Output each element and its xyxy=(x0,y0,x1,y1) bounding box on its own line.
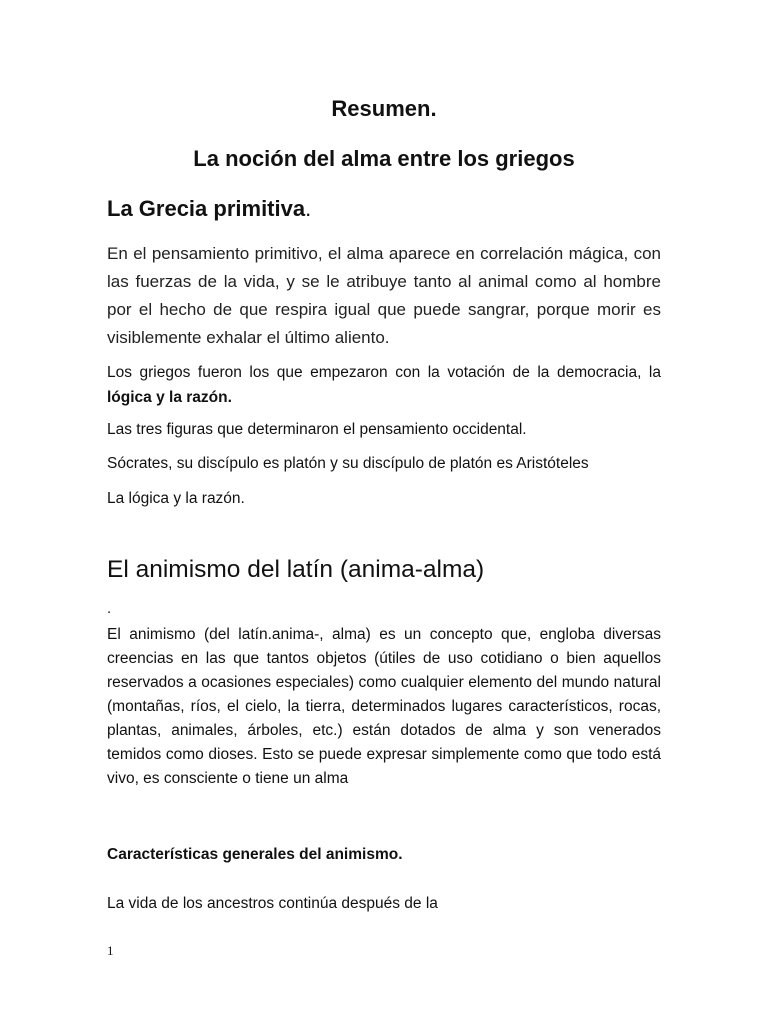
section-heading-grecia-text: La Grecia primitiva xyxy=(107,196,306,221)
paragraph-logica-razon: La lógica y la razón. xyxy=(107,490,245,507)
document-title: Resumen. xyxy=(331,96,437,121)
paragraph-socrates: Sócrates, su discípulo es platón y su discípulo de platón es Aristóteles xyxy=(107,455,589,472)
section-heading-grecia xyxy=(107,196,311,222)
paragraph-griegos xyxy=(107,360,661,410)
paragraph-griegos-bold: lógica y la razón. xyxy=(107,389,232,406)
section-dot: . xyxy=(107,600,112,617)
section-heading-animismo: El animismo del latín (anima-alma) xyxy=(107,556,485,583)
paragraph-animismo: El animismo (del latín.anima-, alma) es un concepto que, engloba diversas creencias en las que tantos objetos (útiles de uso cotidiano o bien aquellos reservados a ocasiones especiales) como cualquier elemento del mundo natural (montañas, ríos, el cielo, la tierra, determinados lugares característicos, rocas, plantas, animales, árboles, etc.) están dotados de alma y son venerados temidos como dioses. Esto se puede expresar simplemente como que todo está vivo, es consciente o tiene un alma xyxy=(107,626,661,787)
paragraph-griegos-text: Los griegos fueron los que empezaron con la votación de la democracia, la xyxy=(107,364,661,381)
section-heading-grecia-dot: . xyxy=(305,196,312,221)
paragraph-ancestros: La vida de los ancestros continúa después de la xyxy=(107,895,438,912)
page-number: 1 xyxy=(107,943,114,958)
paragraph-pensamiento-primitivo: En el pensamiento primitivo, el alma aparece en correlación mágica, con las fuerzas de la vida, y se le atribuye tanto al animal como al hombre por el hecho de que respira igual que puede sangrar, porque morir es visiblemente exhalar el último aliento. xyxy=(107,244,661,347)
document-subtitle: La noción del alma entre los griegos xyxy=(193,146,575,171)
section-heading-caracteristicas: Características generales del animismo. xyxy=(107,846,403,863)
paragraph-tres-figuras: Las tres figuras que determinaron el pensamiento occidental. xyxy=(107,421,527,438)
